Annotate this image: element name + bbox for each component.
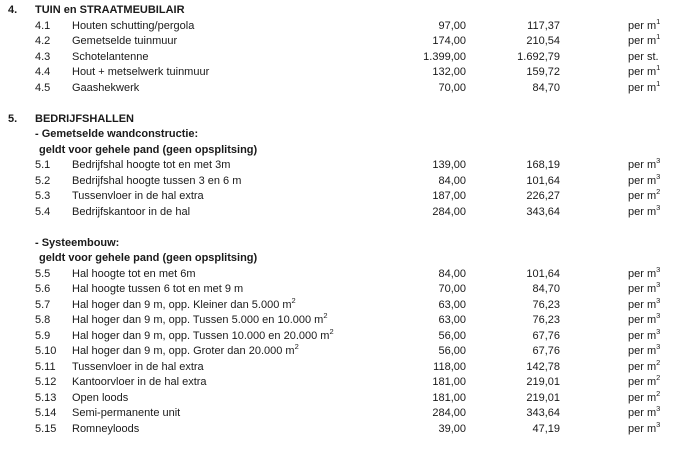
item-unit: per $m^1$ bbox=[628, 16, 661, 32]
item-value-2: 76,23 bbox=[532, 314, 560, 326]
item-description: Tussenvloer in de hal extra bbox=[72, 360, 204, 373]
item-value-1: 132,00 bbox=[432, 66, 466, 78]
column-spacer bbox=[8, 81, 35, 97]
item-value-2: 101,64 bbox=[526, 174, 560, 187]
item-unit: per $m^3$ bbox=[628, 326, 661, 342]
item-number: 5.3 bbox=[35, 190, 51, 202]
table-row bbox=[8, 375, 700, 391]
item-value-2: 67,76 bbox=[532, 345, 560, 357]
item-value-2: 84,70 bbox=[532, 81, 560, 94]
table-row bbox=[8, 282, 700, 298]
column-spacer bbox=[8, 406, 35, 422]
item-description: Hal hoger dan 9 m, opp. Tussen 5.000 en 10.000 $m^2$ bbox=[72, 311, 328, 326]
item-number: 4.3 bbox=[35, 50, 51, 63]
table-row bbox=[8, 357, 700, 376]
item-description: Hal hoogte tot en met 6m bbox=[72, 267, 196, 280]
group-subtitle: - Systeembouw: bbox=[35, 236, 120, 249]
item-description: Hal hoogte tussen 6 tot en met 9 m bbox=[72, 283, 244, 295]
item-number: 5.5 bbox=[35, 267, 51, 280]
item-value-2: 1.692,79 bbox=[517, 50, 560, 63]
item-value-1: 39,00 bbox=[438, 422, 466, 435]
table-row bbox=[8, 78, 700, 97]
column-spacer bbox=[8, 298, 35, 314]
section-number: 4. bbox=[8, 4, 18, 16]
table-row bbox=[8, 16, 700, 35]
column-spacer bbox=[8, 422, 35, 438]
item-description: Hal hoger dan 9 m, opp. Kleiner dan 5.000 $m^2$ bbox=[72, 295, 296, 311]
item-number: 5.7 bbox=[35, 298, 51, 311]
blank-line bbox=[8, 220, 700, 236]
item-value-1: 174,00 bbox=[432, 35, 466, 47]
column-spacer bbox=[8, 127, 35, 143]
item-number: 5.6 bbox=[35, 283, 51, 295]
item-value-1: 56,00 bbox=[438, 345, 466, 357]
item-unit: per $m^3$ bbox=[628, 342, 661, 357]
column-spacer bbox=[8, 205, 35, 221]
table-row bbox=[8, 171, 700, 190]
item-unit: per $m^1$ bbox=[628, 32, 661, 47]
section-title: BEDRIJFSHALLEN bbox=[35, 112, 135, 125]
item-value-2: 142,78 bbox=[526, 360, 560, 373]
item-description: Open loods bbox=[72, 391, 129, 404]
table-row bbox=[8, 406, 700, 422]
item-unit: per $m^3$ bbox=[628, 295, 661, 311]
item-description: Hal hoger dan 9 m, opp. Tussen 10.000 en 20.000 $m^2$ bbox=[72, 326, 334, 342]
item-value-2: 219,01 bbox=[526, 391, 560, 404]
item-number: 5.12 bbox=[35, 376, 57, 388]
item-value-2: 210,54 bbox=[526, 35, 560, 47]
column-spacer bbox=[8, 50, 35, 66]
column-spacer bbox=[8, 174, 35, 190]
item-value-1: 84,00 bbox=[438, 267, 466, 280]
item-number: 4.5 bbox=[35, 81, 51, 94]
group-subtitle-row bbox=[8, 127, 700, 143]
item-description: Semi-permanente unit bbox=[72, 407, 181, 419]
item-unit: per $m^3$ bbox=[628, 156, 661, 171]
item-number: 5.4 bbox=[35, 205, 51, 218]
group-note-row bbox=[8, 251, 700, 267]
item-value-2: 159,72 bbox=[526, 66, 560, 78]
item-value-2: 219,01 bbox=[526, 376, 560, 388]
item-unit: per $m^3$ bbox=[628, 280, 661, 295]
item-unit: per $m^2$ bbox=[628, 187, 661, 202]
item-description: Tussenvloer in de hal extra bbox=[72, 190, 204, 202]
column-spacer bbox=[8, 236, 35, 252]
column-spacer bbox=[8, 189, 35, 205]
item-value-1: 84,00 bbox=[438, 174, 466, 187]
item-value-1: 284,00 bbox=[432, 205, 466, 218]
group-subtitle-row bbox=[8, 236, 700, 252]
item-description: Houten schutting/pergola bbox=[72, 19, 195, 32]
item-unit: per $m^3$ bbox=[628, 171, 661, 187]
section-number: 5. bbox=[8, 112, 18, 125]
item-value-1: 284,00 bbox=[432, 407, 466, 419]
column-spacer bbox=[8, 282, 35, 298]
item-unit: per $m^3$ bbox=[628, 202, 661, 218]
item-description: Hout + metselwerk tuinmuur bbox=[72, 66, 210, 78]
item-description: Bedrijfshal hoogte tussen 3 en 6 m bbox=[72, 174, 242, 187]
table-row bbox=[8, 344, 700, 360]
table-row bbox=[8, 50, 700, 66]
item-unit: per $m^1$ bbox=[628, 63, 661, 78]
item-unit: per $m^3$ bbox=[628, 264, 661, 280]
item-number: 5.10 bbox=[35, 345, 57, 357]
column-spacer bbox=[8, 65, 35, 81]
item-value-1: 63,00 bbox=[438, 298, 466, 311]
column-spacer bbox=[8, 391, 35, 407]
item-description: Hal hoger dan 9 m, opp. Groter dan 20.000 $m^2$ bbox=[72, 342, 299, 357]
section-4-heading bbox=[8, 3, 700, 19]
item-unit: per $m^3$ bbox=[628, 404, 661, 419]
item-value-2: 226,27 bbox=[526, 190, 560, 202]
column-spacer bbox=[8, 360, 35, 376]
item-value-1: 139,00 bbox=[432, 159, 466, 171]
item-number: 5.9 bbox=[35, 329, 51, 342]
column-spacer bbox=[8, 267, 35, 283]
item-description: Schotelantenne bbox=[72, 50, 149, 63]
item-value-1: 1.399,00 bbox=[423, 50, 466, 63]
item-value-1: 63,00 bbox=[438, 314, 466, 326]
group-note: geldt voor gehele pand (geen opsplitsing) bbox=[39, 252, 258, 264]
item-unit: per $m^1$ bbox=[628, 78, 661, 94]
table-row bbox=[8, 158, 700, 174]
item-value-2: 117,37 bbox=[527, 19, 560, 32]
item-unit: per $m^3$ bbox=[628, 311, 661, 326]
table-row bbox=[8, 419, 700, 438]
table-row bbox=[8, 326, 700, 345]
column-spacer bbox=[8, 19, 35, 35]
item-description: Bedrijfshal hoogte tot en met 3m bbox=[72, 159, 231, 171]
column-spacer bbox=[8, 158, 35, 174]
item-value-1: 181,00 bbox=[432, 376, 466, 388]
table-row bbox=[8, 189, 700, 205]
item-number: 4.1 bbox=[35, 19, 51, 32]
column-spacer bbox=[8, 143, 35, 159]
item-description: Gaashekwerk bbox=[72, 81, 140, 94]
item-value-2: 343,64 bbox=[526, 407, 560, 419]
item-number: 5.2 bbox=[35, 174, 51, 187]
table-row bbox=[8, 202, 700, 221]
group-note: geldt voor gehele pand (geen opsplitsing) bbox=[39, 143, 258, 156]
column-spacer bbox=[8, 34, 35, 50]
item-unit: per $m^2$ bbox=[628, 357, 661, 373]
column-spacer bbox=[8, 344, 35, 360]
item-value-2: 343,64 bbox=[526, 205, 560, 218]
table-row bbox=[8, 34, 700, 50]
table-row bbox=[8, 65, 700, 81]
group-note-row bbox=[8, 143, 700, 159]
group-subtitle: - Gemetselde wandconstructie: bbox=[35, 128, 199, 140]
item-number: 5.15 bbox=[35, 422, 57, 435]
item-number: 5.14 bbox=[35, 407, 57, 419]
section-title: TUIN en STRAATMEUBILAIR bbox=[35, 4, 185, 16]
column-spacer bbox=[8, 313, 35, 329]
table-row bbox=[8, 388, 700, 407]
item-number: 5.11 bbox=[35, 360, 56, 373]
item-value-2: 84,70 bbox=[532, 283, 560, 295]
item-unit: per $m^2$ bbox=[628, 373, 661, 388]
item-unit: per $m^3$ bbox=[628, 419, 661, 435]
item-unit: per $m^2$ bbox=[628, 388, 661, 404]
item-value-2: 67,76 bbox=[532, 329, 560, 342]
item-value-1: 118,00 bbox=[433, 360, 466, 373]
item-value-1: 97,00 bbox=[438, 19, 466, 32]
item-value-1: 70,00 bbox=[438, 81, 466, 94]
item-number: 4.4 bbox=[35, 66, 51, 78]
item-number: 5.8 bbox=[35, 314, 51, 326]
column-spacer bbox=[8, 329, 35, 345]
item-value-2: 76,23 bbox=[532, 298, 560, 311]
item-description: Kantoorvloer in de hal extra bbox=[72, 376, 207, 388]
item-value-1: 187,00 bbox=[432, 190, 466, 202]
item-value-2: 101,64 bbox=[526, 267, 560, 280]
item-value-2: 47,19 bbox=[532, 422, 560, 435]
table-row bbox=[8, 264, 700, 283]
table-row bbox=[8, 313, 700, 329]
column-spacer bbox=[8, 375, 35, 391]
section-5-heading bbox=[8, 112, 700, 128]
item-description: Gemetselde tuinmuur bbox=[72, 35, 178, 47]
item-description: Romneyloods bbox=[72, 422, 140, 435]
item-value-1: 56,00 bbox=[438, 329, 466, 342]
item-value-1: 70,00 bbox=[438, 283, 466, 295]
item-description: Bedrijfskantoor in de hal bbox=[72, 205, 191, 218]
item-number: 4.2 bbox=[35, 35, 51, 47]
item-unit: per st. bbox=[628, 50, 659, 63]
item-number: 5.1 bbox=[35, 159, 51, 171]
blank-line bbox=[8, 96, 700, 112]
table-row bbox=[8, 295, 700, 314]
item-value-2: 168,19 bbox=[526, 159, 560, 171]
item-number: 5.13 bbox=[35, 391, 57, 404]
item-value-1: 181,00 bbox=[432, 391, 466, 404]
column-spacer bbox=[8, 251, 35, 267]
